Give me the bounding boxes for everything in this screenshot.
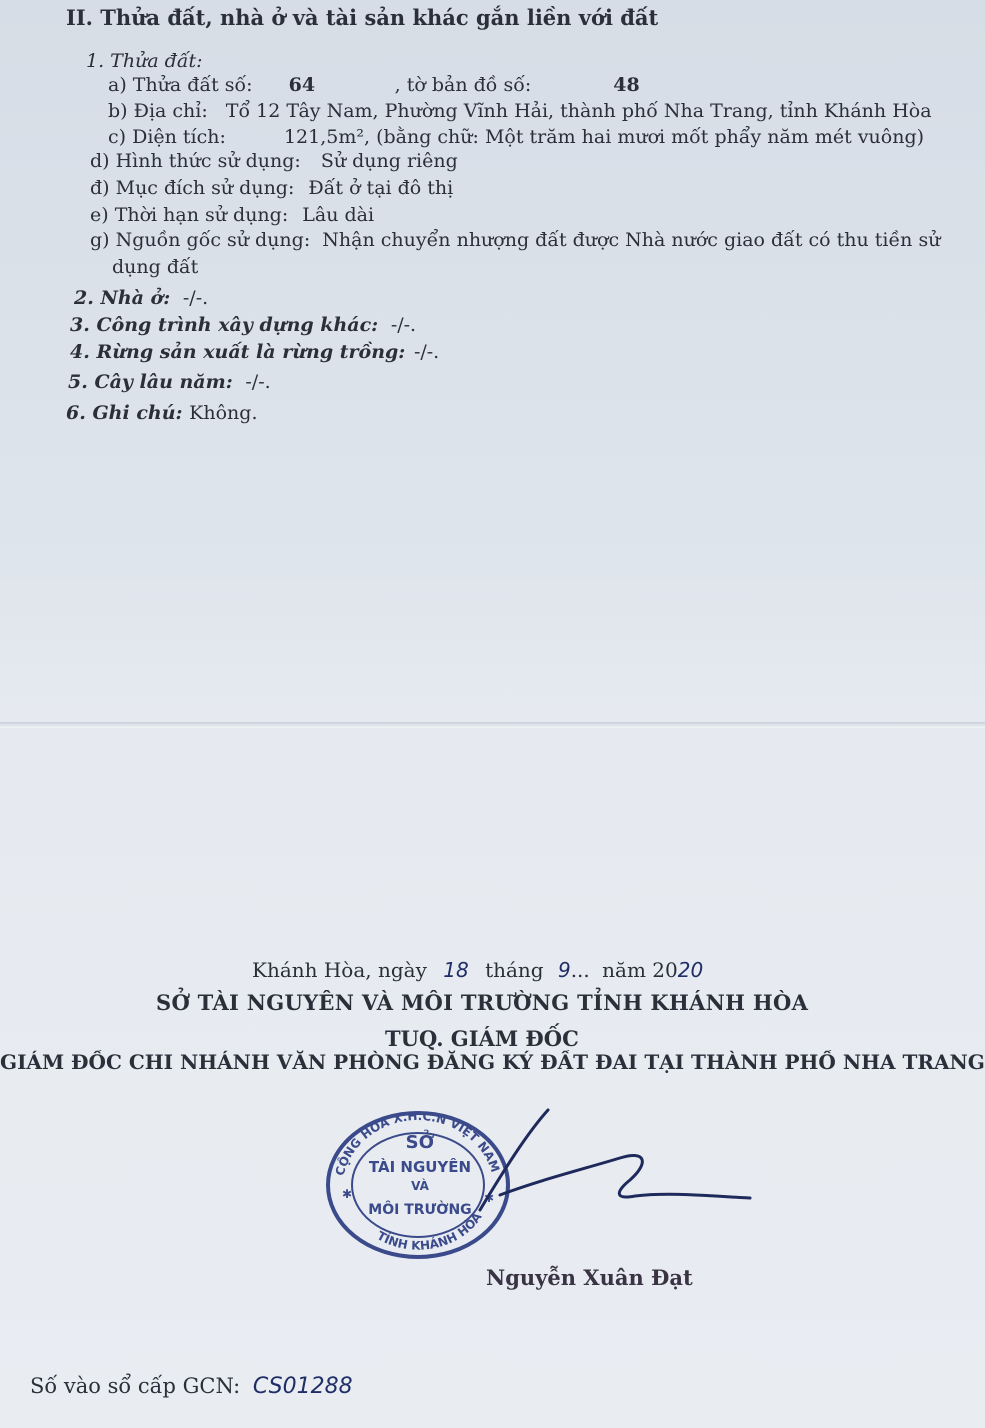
perennial-label: 5. Cây lâu năm: bbox=[68, 371, 233, 393]
registry-label: Số vào sổ cấp GCN: bbox=[30, 1374, 241, 1398]
note-label: 6. Ghi chú: bbox=[66, 402, 183, 424]
parcel-row bbox=[108, 74, 640, 96]
signing-date: Khánh Hòa, ngày 18 tháng 9... năm 2020 bbox=[252, 958, 704, 982]
section-title: II. Thửa đất, nhà ở và tài sản khác gắn liền với đất bbox=[66, 5, 659, 30]
seal-line3: VÀ bbox=[411, 1179, 429, 1193]
origin-row bbox=[90, 229, 940, 251]
seal-ring-text: CỘNG HÒA X.H.C.N VIỆT NAM bbox=[332, 1108, 503, 1178]
map-label: , tờ bản đồ số: bbox=[394, 74, 532, 96]
construction-row bbox=[70, 314, 416, 336]
address-value: Tổ 12 Tây Nam, Phường Vĩnh Hải, thành phố Nha Trang, tỉnh Khánh Hòa bbox=[225, 100, 932, 122]
svg-text:✱: ✱ bbox=[342, 1187, 353, 1201]
signing-day: 18 bbox=[443, 958, 469, 982]
note-value: Không. bbox=[189, 402, 258, 424]
area-row bbox=[108, 126, 924, 148]
signer-name: Nguyễn Xuân Đạt bbox=[486, 1265, 693, 1290]
term-label: e) Thời hạn sử dụng: bbox=[90, 204, 289, 226]
seal-bottom-text: TỈNH KHÁNH HÒA bbox=[374, 1209, 485, 1253]
seal-line1: SỞ bbox=[405, 1132, 435, 1153]
svg-text:✱: ✱ bbox=[484, 1191, 495, 1205]
map-number: 48 bbox=[613, 74, 640, 96]
registry-row bbox=[30, 1374, 353, 1399]
month-label: tháng bbox=[485, 958, 544, 982]
parcel-label: a) Thửa đất số: bbox=[108, 74, 253, 96]
registry-number: CS01288 bbox=[252, 1374, 353, 1399]
house-label: 2. Nhà ở: bbox=[74, 287, 171, 309]
purpose-value: Đất ở tại đô thị bbox=[308, 177, 454, 199]
house-value: -/-. bbox=[182, 287, 209, 309]
note-row bbox=[66, 402, 257, 424]
use-form-value: Sử dụng riêng bbox=[320, 150, 458, 172]
address-label: b) Địa chỉ: bbox=[108, 100, 208, 122]
paper-fold bbox=[0, 722, 985, 728]
seal-line4: MÔI TRƯỜNG bbox=[368, 1202, 472, 1218]
director-title: GIÁM ĐỐC CHI NHÁNH VĂN PHÒNG ĐĂNG KÝ ĐẤT ĐAI TẠI THÀNH PHỐ NHA TRANG bbox=[0, 1050, 985, 1074]
origin-continuation: dụng đất bbox=[112, 256, 199, 278]
term-row bbox=[90, 204, 374, 226]
construction-label: 3. Công trình xây dựng khác: bbox=[70, 314, 379, 336]
forest-value: -/-. bbox=[413, 341, 440, 363]
forest-label: 4. Rừng sản xuất là rừng trồng: bbox=[70, 341, 406, 363]
use-form-row bbox=[90, 150, 458, 172]
issuing-agency: SỞ TÀI NGUYÊN VÀ MÔI TRƯỜNG TỈNH KHÁNH HÒA bbox=[156, 990, 809, 1015]
year-label: năm 20 bbox=[602, 958, 678, 982]
signing-year: 20 bbox=[677, 958, 704, 982]
purpose-row bbox=[90, 177, 453, 199]
signing-place: Khánh Hòa, ngày bbox=[252, 958, 427, 982]
area-value: 121,5m², (bằng chữ: Một trăm hai mươi mốt phẩy năm mét vuông) bbox=[283, 126, 925, 148]
use-form-label: d) Hình thức sử dụng: bbox=[90, 150, 301, 172]
forest-row bbox=[70, 341, 439, 363]
perennial-row bbox=[68, 371, 271, 393]
house-row bbox=[74, 287, 208, 309]
seal-line2: TÀI NGUYÊN bbox=[368, 1158, 472, 1176]
signing-month: 9 bbox=[557, 958, 571, 982]
handwritten-signature bbox=[470, 1100, 760, 1220]
origin-label: g) Nguồn gốc sử dụng: bbox=[90, 229, 311, 251]
origin-value: Nhận chuyển nhượng đất được Nhà nước giao đất có thu tiền sử bbox=[322, 229, 941, 251]
term-value: Lâu dài bbox=[302, 204, 375, 226]
area-label: c) Diện tích: bbox=[108, 126, 226, 148]
parcel-number: 64 bbox=[288, 74, 316, 96]
purpose-label: đ) Mục đích sử dụng: bbox=[90, 177, 295, 199]
perennial-value: -/-. bbox=[245, 371, 271, 393]
construction-value: -/-. bbox=[390, 314, 417, 336]
address-row bbox=[108, 100, 932, 122]
land-title: 1. Thửa đất: bbox=[86, 50, 203, 72]
on-behalf: TUQ. GIÁM ĐỐC bbox=[385, 1026, 579, 1051]
